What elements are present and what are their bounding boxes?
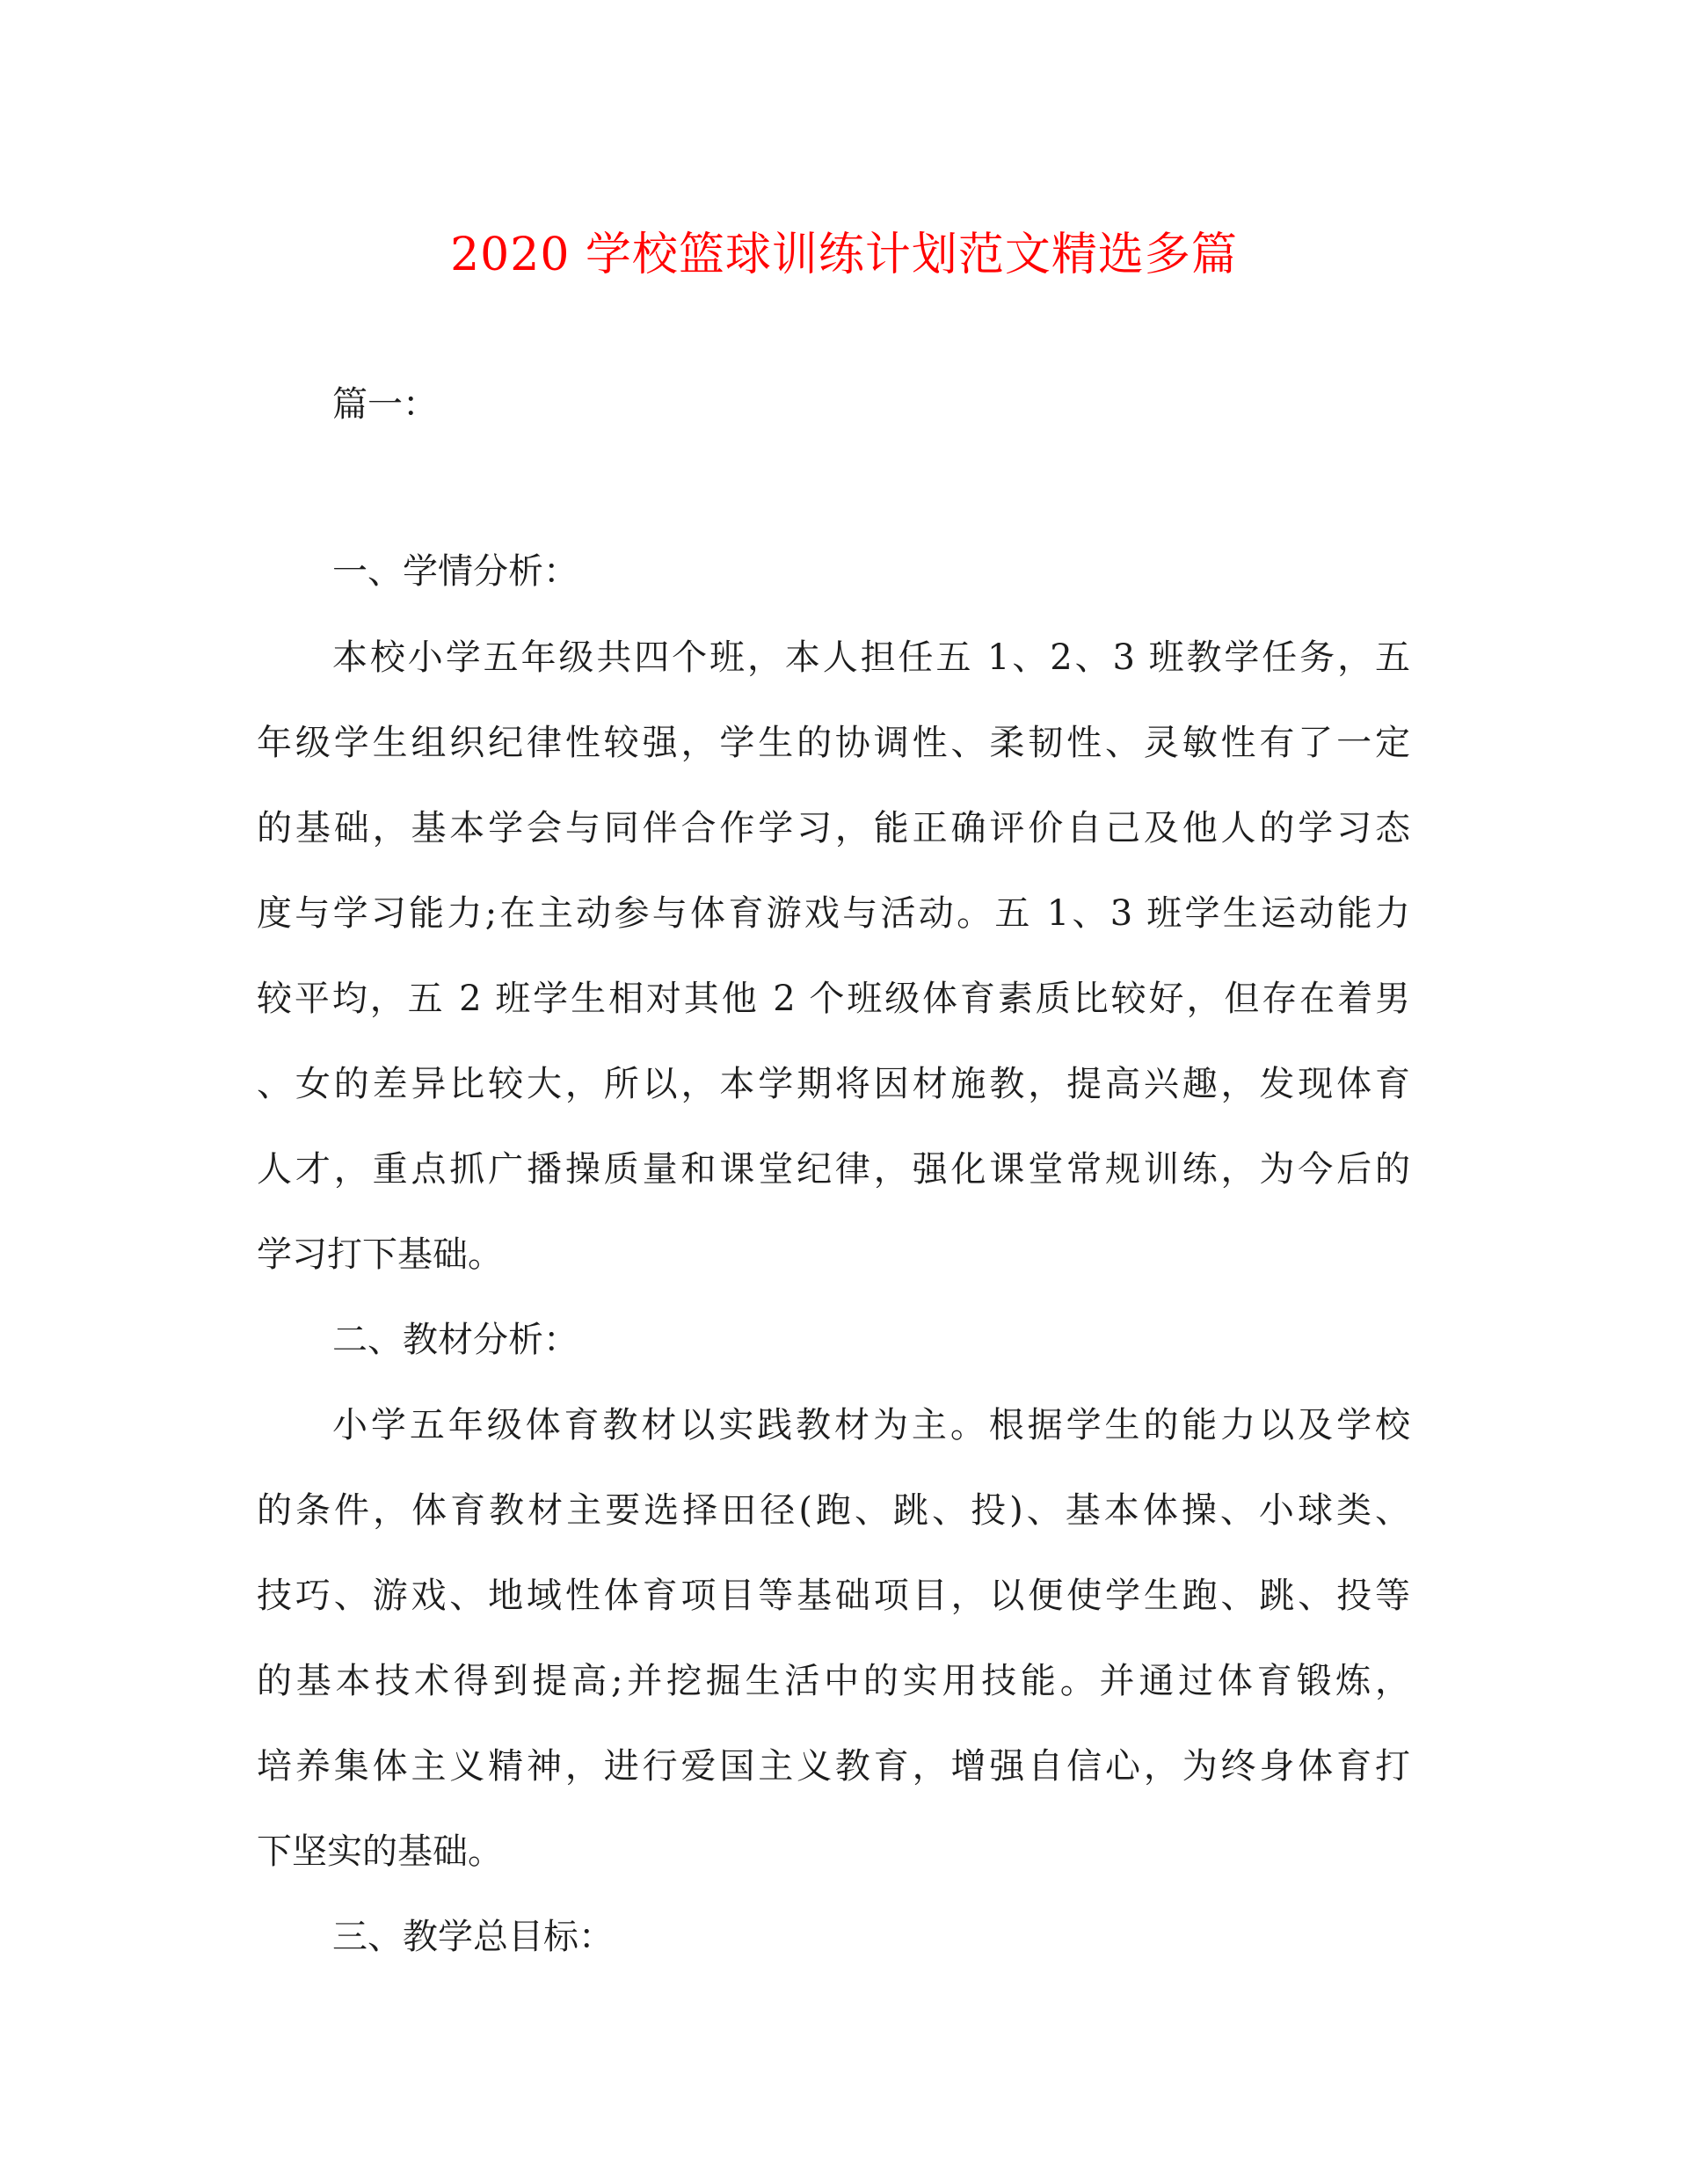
paragraph-1-line-1: 本校小学五年级共四个班，本人担任五 1、2、3 班教学任务，五: [332, 637, 1410, 678]
paragraph-2-line-3: 技巧、游戏、地域性体育项目等基础项目，以便使学生跑、跳、投等: [257, 1576, 1410, 1616]
paragraph-2-line-1: 小学五年级体育教材以实践教材为主。根据学生的能力以及学校: [332, 1405, 1410, 1445]
heading-teaching-goals: 三、教学总目标：: [332, 1917, 614, 1957]
paragraph-2-line-6: 下坚实的基础。: [257, 1831, 503, 1872]
paragraph-1-line-8: 学习打下基础。: [257, 1234, 503, 1275]
paragraph-2-line-5: 培养集体主义精神，进行爱国主义教育，增强自信心，为终身体育打: [257, 1746, 1410, 1787]
paragraph-1-line-7: 人才，重点抓广播操质量和课堂纪律，强化课堂常规训练，为今后的: [257, 1149, 1410, 1190]
paragraph-1-line-6: 、女的差异比较大，所以，本学期将因材施教，提高兴趣，发现体育: [257, 1064, 1410, 1104]
paragraph-1-line-5: 较平均，五 2 班学生相对其他 2 个班级体育素质比较好，但存在着男: [257, 979, 1410, 1019]
paragraph-1-line-3: 的基础，基本学会与同伴合作学习，能正确评价自己及他人的学习态: [257, 808, 1410, 848]
paragraph-2-line-2: 的条件，体育教材主要选择田径(跑、跳、投)、基本体操、小球类、: [257, 1490, 1410, 1531]
heading-textbook-analysis: 二、教材分析：: [332, 1320, 578, 1360]
heading-student-analysis: 一、学情分析：: [332, 551, 578, 592]
document-title: 2020 学校篮球训练计划范文精选多篇: [450, 229, 1238, 281]
section-label: 篇一：: [332, 384, 438, 425]
paragraph-1-line-4: 度与学习能力;在主动参与体育游戏与活动。五 1、3 班学生运动能力: [257, 893, 1410, 934]
paragraph-1-line-2: 年级学生组织纪律性较强，学生的协调性、柔韧性、灵敏性有了一定: [257, 723, 1410, 763]
paragraph-2-line-4: 的基本技术得到提高;并挖掘生活中的实用技能。并通过体育锻炼，: [257, 1661, 1410, 1701]
